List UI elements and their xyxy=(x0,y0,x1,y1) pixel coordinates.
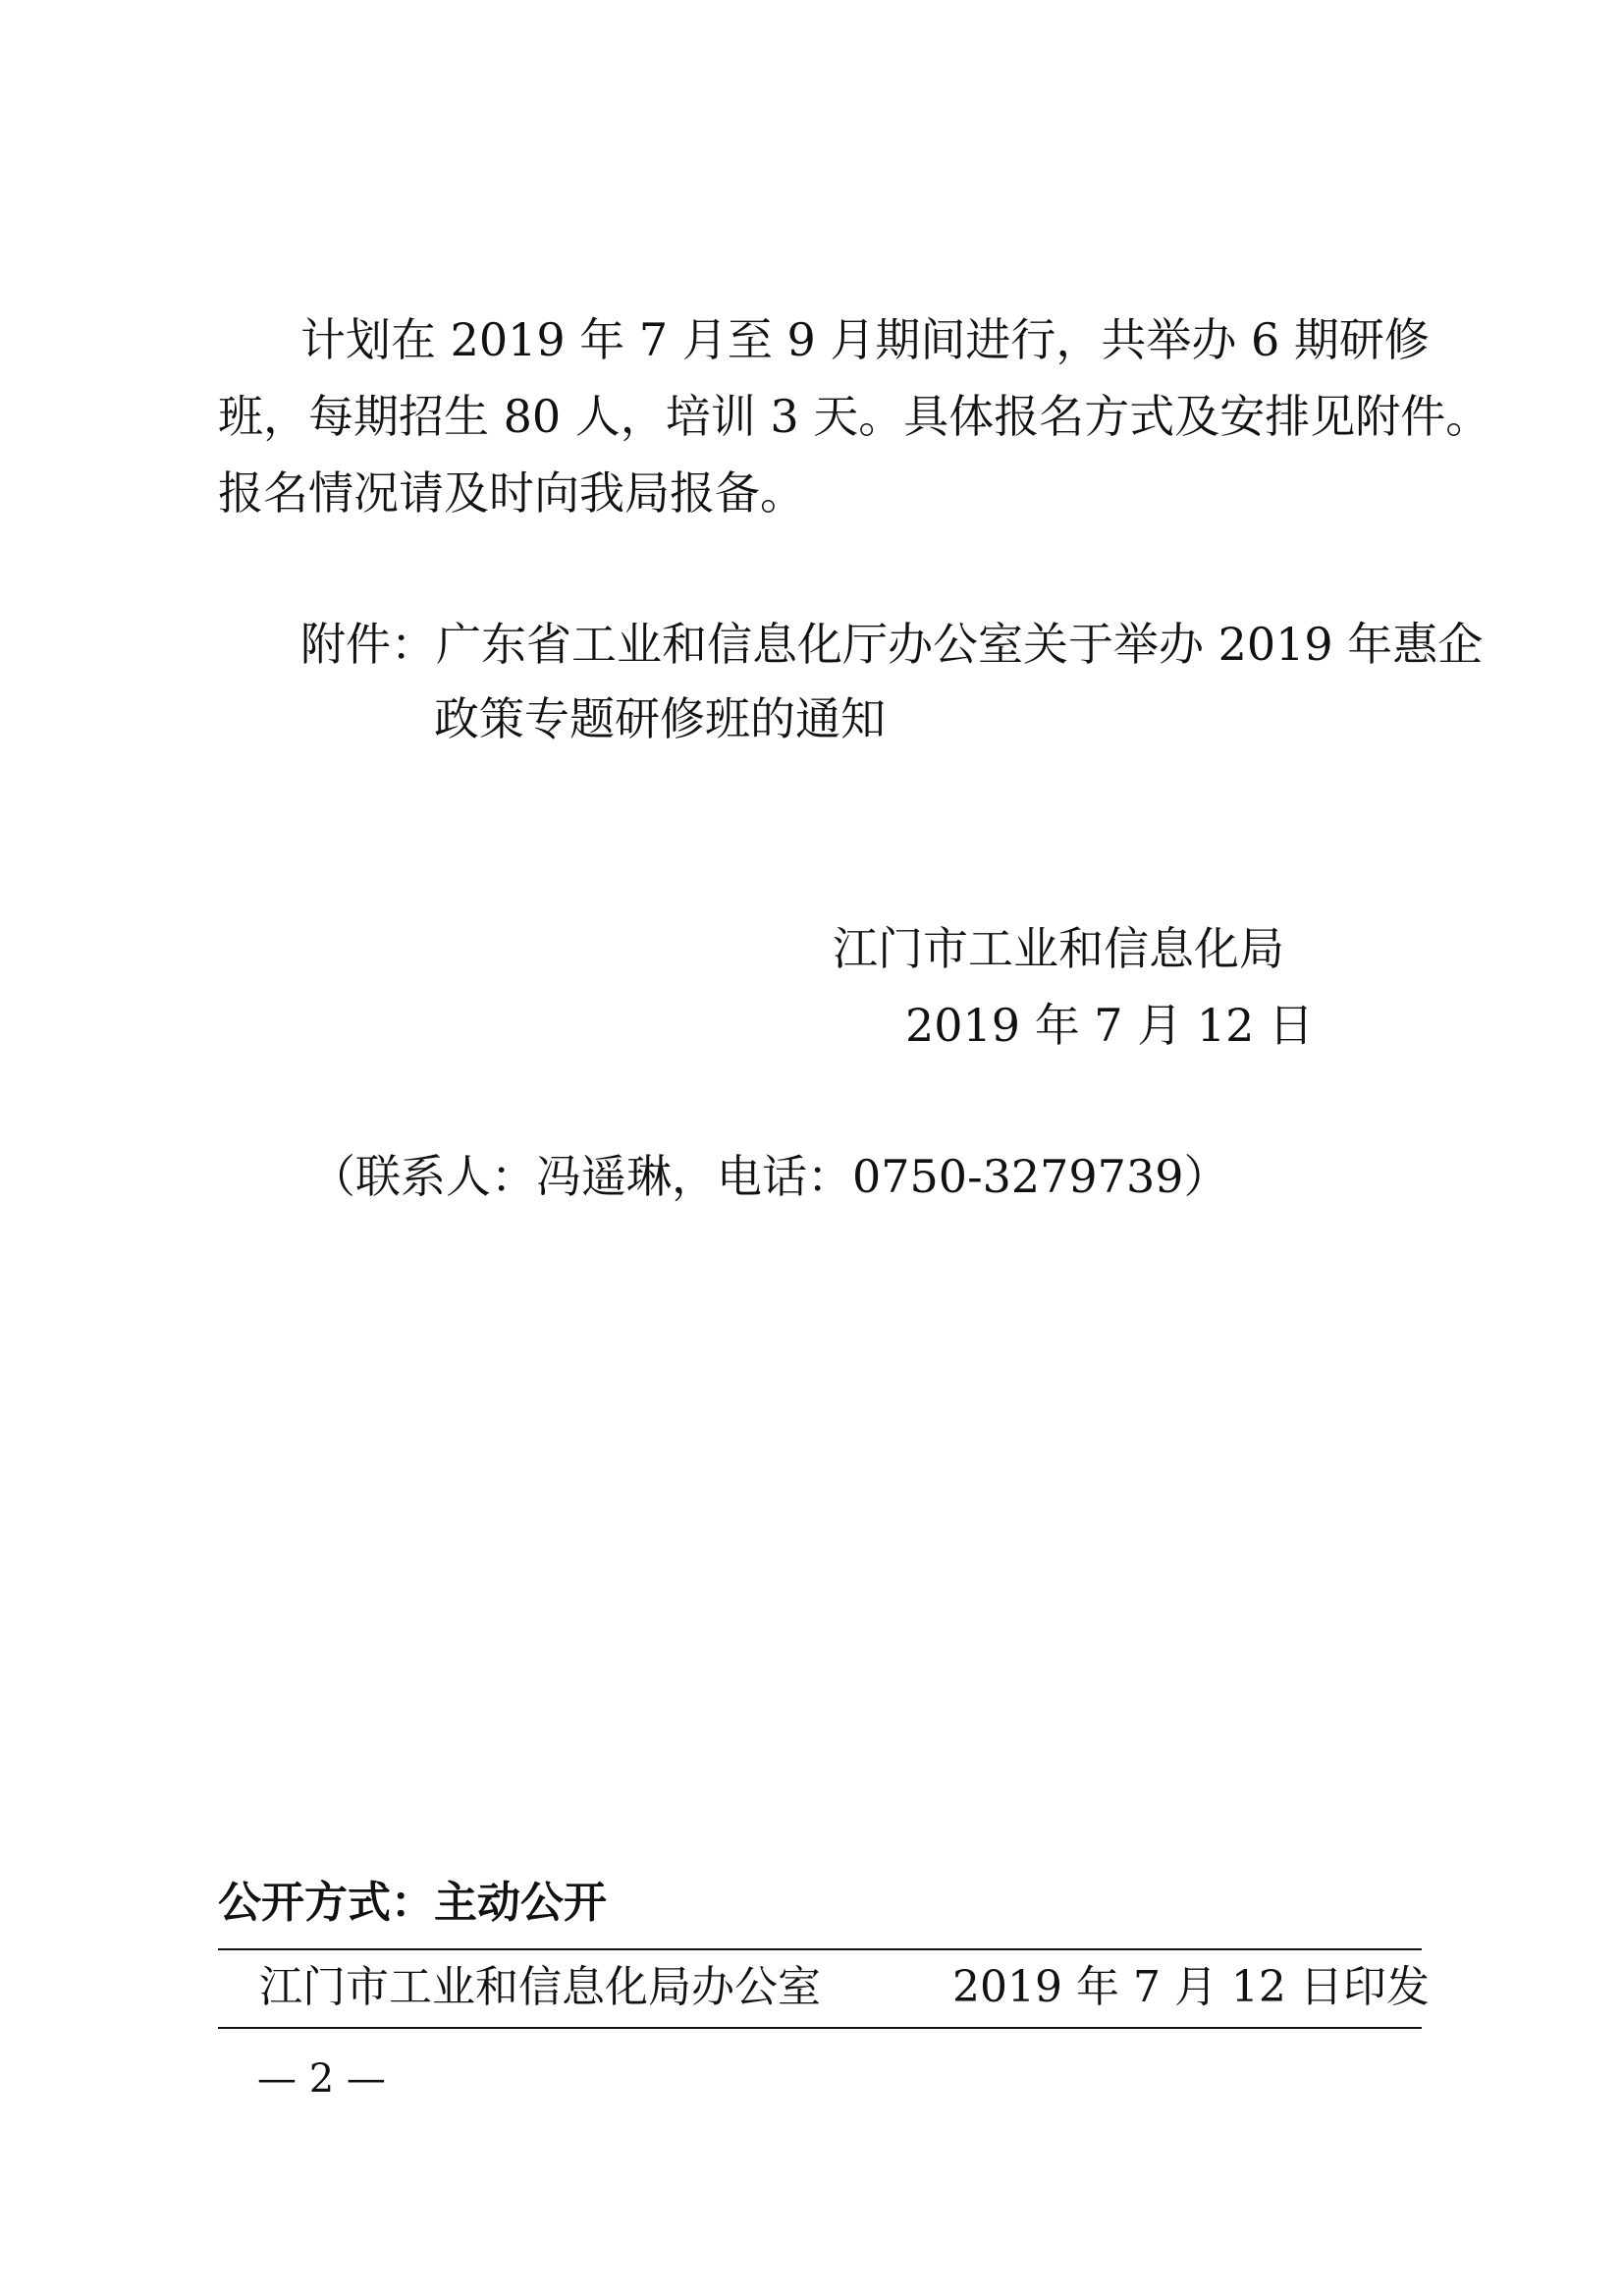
page-number: — 2 — xyxy=(257,2056,386,2102)
attachment-line-1: 附件：广东省工业和信息化厅办公室关于举办 2019 年惠企 xyxy=(300,618,1484,671)
signature-organization: 江门市工业和信息化局 xyxy=(833,922,1284,975)
contact-info: （联系人：冯遥琳，电话：0750-3279739） xyxy=(310,1150,1229,1203)
footer-issuer: 江门市工业和信息化局办公室 xyxy=(259,1962,821,2012)
body-paragraph-line-2: 班，每期招生 80 人，培训 3 天。具体报名方式及安排见附件。 xyxy=(218,390,1491,443)
body-paragraph-line-1: 计划在 2019 年 7 月至 9 月期间进行，共举办 6 期研修 xyxy=(300,313,1430,366)
disclosure-method: 公开方式：主动公开 xyxy=(218,1878,607,1928)
attachment-line-2: 政策专题研修班的通知 xyxy=(434,692,886,745)
footer-top-rule xyxy=(218,1948,1422,1950)
footer-bottom-rule xyxy=(218,2027,1422,2029)
body-paragraph-line-3: 报名情况请及时向我局报备。 xyxy=(218,466,805,519)
footer-issue-date: 2019 年 7 月 12 日印发 xyxy=(952,1962,1430,2012)
signature-date: 2019 年 7 月 12 日 xyxy=(905,999,1314,1052)
